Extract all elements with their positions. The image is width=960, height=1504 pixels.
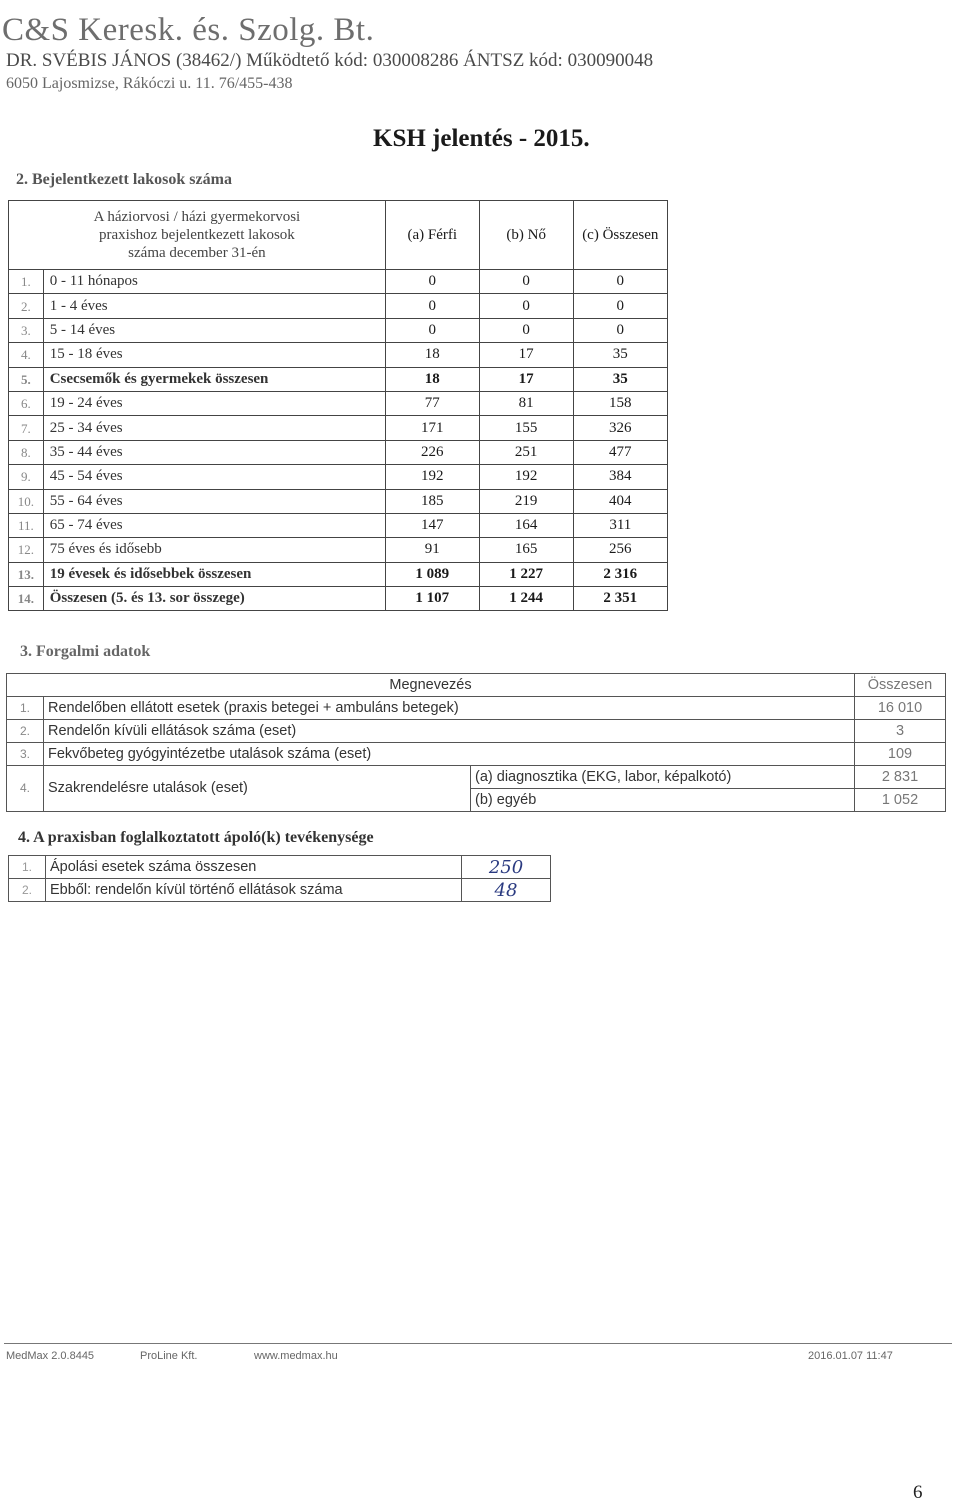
row-number: 7. <box>9 416 44 440</box>
value-ferfi: 0 <box>385 270 479 294</box>
row-number: 2. <box>7 720 44 743</box>
table-row <box>9 587 668 611</box>
table-row <box>9 465 668 489</box>
value-no: 0 <box>479 318 573 342</box>
row-label: 15 - 18 éves <box>43 343 385 367</box>
value-osszesen: 0 <box>573 270 667 294</box>
handwritten-value: 48 <box>462 879 551 902</box>
row-number: 4. <box>7 766 44 812</box>
value-no: 155 <box>479 416 573 440</box>
table-row <box>9 538 668 562</box>
footer-divider <box>4 1343 952 1344</box>
row-number: 1. <box>7 697 44 720</box>
header-osszesen: Összesen <box>855 674 946 697</box>
sub-value-b: 1 052 <box>855 789 946 812</box>
row-label: 45 - 54 éves <box>43 465 385 489</box>
row-number: 2. <box>9 294 44 318</box>
row-value: 109 <box>855 743 946 766</box>
row-number: 12. <box>9 538 44 562</box>
value-no: 0 <box>479 294 573 318</box>
table-row <box>9 270 668 294</box>
value-osszesen: 2 316 <box>573 562 667 586</box>
value-osszesen: 0 <box>573 294 667 318</box>
doctor-line: DR. SVÉBIS JÁNOS (38462/) Működtető kód: 030008286 ÁNTSZ kód: 030090048 <box>6 50 654 71</box>
value-ferfi: 147 <box>385 513 479 537</box>
value-no: 192 <box>479 465 573 489</box>
sub-label-b: (b) egyéb <box>471 789 855 812</box>
table-title-line-1: A háziorvosi / házi gyermekorvosi <box>93 209 301 225</box>
table-row <box>7 697 946 720</box>
table-row <box>9 294 668 318</box>
residents-table-title <box>9 201 386 270</box>
row-label: 5 - 14 éves <box>43 318 385 342</box>
row-label: Ebből: rendelőn kívül történő ellátások száma <box>46 879 462 902</box>
row-label: Rendelőben ellátott esetek (praxis betegei + ambuláns betegek) <box>44 697 855 720</box>
table-row <box>9 367 668 391</box>
value-no: 0 <box>479 270 573 294</box>
value-ferfi: 1 089 <box>385 562 479 586</box>
col-osszesen: (c) Összesen <box>573 201 667 270</box>
value-no: 219 <box>479 489 573 513</box>
row-label: 35 - 44 éves <box>43 440 385 464</box>
col-ferfi: (a) Férfi <box>385 201 479 270</box>
table-row <box>9 879 551 902</box>
row-number: 8. <box>9 440 44 464</box>
footer-software: MedMax 2.0.8445 <box>6 1350 95 1362</box>
row-label: Összesen (5. és 13. sor összege) <box>43 587 385 611</box>
value-ferfi: 171 <box>385 416 479 440</box>
residents-table-body <box>9 270 668 611</box>
page-number: 6 <box>913 1482 923 1503</box>
value-ferfi: 226 <box>385 440 479 464</box>
row-number: 9. <box>9 465 44 489</box>
table-title-line-2: praxishoz bejelentkezett lakosok <box>99 227 295 243</box>
row-label: Szakrendelésre utalások (eset) <box>44 766 471 812</box>
value-osszesen: 311 <box>573 513 667 537</box>
table-row <box>9 856 551 879</box>
table-row <box>9 416 668 440</box>
value-no: 17 <box>479 343 573 367</box>
report-title: KSH jelentés - 2015. <box>373 125 590 152</box>
value-ferfi: 77 <box>385 391 479 415</box>
sub-value-a: 2 831 <box>855 766 946 789</box>
table-row <box>9 318 668 342</box>
table-row <box>7 720 946 743</box>
value-osszesen: 404 <box>573 489 667 513</box>
value-osszesen: 35 <box>573 367 667 391</box>
table-row <box>9 440 668 464</box>
row-number: 4. <box>9 343 44 367</box>
row-label: 1 - 4 éves <box>43 294 385 318</box>
footer-timestamp: 2016.01.07 11:47 <box>808 1350 893 1362</box>
value-osszesen: 477 <box>573 440 667 464</box>
value-ferfi: 18 <box>385 343 479 367</box>
table-row <box>9 343 668 367</box>
value-osszesen: 256 <box>573 538 667 562</box>
table-row <box>7 766 946 789</box>
row-number: 3. <box>9 318 44 342</box>
row-number: 10. <box>9 489 44 513</box>
table-title-line-3: száma december 31-én <box>128 245 266 261</box>
row-number: 13. <box>9 562 44 586</box>
company-name: C&S Keresk. és. Szolg. Bt. <box>2 12 375 48</box>
row-number: 1. <box>9 270 44 294</box>
col-no: (b) Nő <box>479 201 573 270</box>
row-label: 65 - 74 éves <box>43 513 385 537</box>
value-ferfi: 91 <box>385 538 479 562</box>
value-no: 251 <box>479 440 573 464</box>
row-label: 19 évesek és idősebbek összesen <box>43 562 385 586</box>
row-label: Rendelőn kívüli ellátások száma (eset) <box>44 720 855 743</box>
handwritten-value: 250 <box>462 856 551 879</box>
row-number: 6. <box>9 391 44 415</box>
value-osszesen: 158 <box>573 391 667 415</box>
nurse-table <box>8 855 551 902</box>
table-row <box>9 489 668 513</box>
traffic-table <box>6 673 946 812</box>
value-no: 1 244 <box>479 587 573 611</box>
row-number: 11. <box>9 513 44 537</box>
row-value: 3 <box>855 720 946 743</box>
row-number: 1. <box>9 856 46 879</box>
value-no: 165 <box>479 538 573 562</box>
value-ferfi: 0 <box>385 318 479 342</box>
row-number: 5. <box>9 367 44 391</box>
header-megnevezes: Megnevezés <box>7 674 855 697</box>
row-number: 14. <box>9 587 44 611</box>
value-ferfi: 185 <box>385 489 479 513</box>
residents-table-header <box>9 201 668 270</box>
value-osszesen: 384 <box>573 465 667 489</box>
row-value: 16 010 <box>855 697 946 720</box>
table-row <box>7 743 946 766</box>
table-row <box>9 562 668 586</box>
value-ferfi: 192 <box>385 465 479 489</box>
sub-label-a: (a) diagnosztika (EKG, labor, képalkotó) <box>471 766 855 789</box>
row-label: 0 - 11 hónapos <box>43 270 385 294</box>
row-number: 2. <box>9 879 46 902</box>
residents-table <box>8 200 668 611</box>
value-no: 164 <box>479 513 573 537</box>
row-label: 25 - 34 éves <box>43 416 385 440</box>
value-ferfi: 0 <box>385 294 479 318</box>
footer-vendor: ProLine Kft. <box>140 1350 198 1362</box>
value-ferfi: 1 107 <box>385 587 479 611</box>
value-no: 17 <box>479 367 573 391</box>
traffic-table-header <box>7 674 946 697</box>
value-ferfi: 18 <box>385 367 479 391</box>
row-label: Ápolási esetek száma összesen <box>46 856 462 879</box>
table-row <box>9 513 668 537</box>
value-osszesen: 35 <box>573 343 667 367</box>
section3-title: 3. Forgalmi adatok <box>20 643 151 660</box>
address-line: 6050 Lajosmizse, Rákóczi u. 11. 76/455-438 <box>6 75 293 92</box>
row-label: Csecsemők és gyermekek összesen <box>43 367 385 391</box>
footer-website: www.medmax.hu <box>254 1350 338 1362</box>
row-label: 75 éves és idősebb <box>43 538 385 562</box>
row-label: 19 - 24 éves <box>43 391 385 415</box>
value-no: 1 227 <box>479 562 573 586</box>
row-number: 3. <box>7 743 44 766</box>
value-osszesen: 0 <box>573 318 667 342</box>
value-no: 81 <box>479 391 573 415</box>
value-osszesen: 2 351 <box>573 587 667 611</box>
section2-title: 2. Bejelentkezett lakosok száma <box>16 171 232 188</box>
value-osszesen: 326 <box>573 416 667 440</box>
row-label: Fekvőbeteg gyógyintézetbe utalások száma (eset) <box>44 743 855 766</box>
section4-title: 4. A praxisban foglalkoztatott ápoló(k) tevékenysége <box>18 829 374 846</box>
table-row <box>9 391 668 415</box>
row-label: 55 - 64 éves <box>43 489 385 513</box>
